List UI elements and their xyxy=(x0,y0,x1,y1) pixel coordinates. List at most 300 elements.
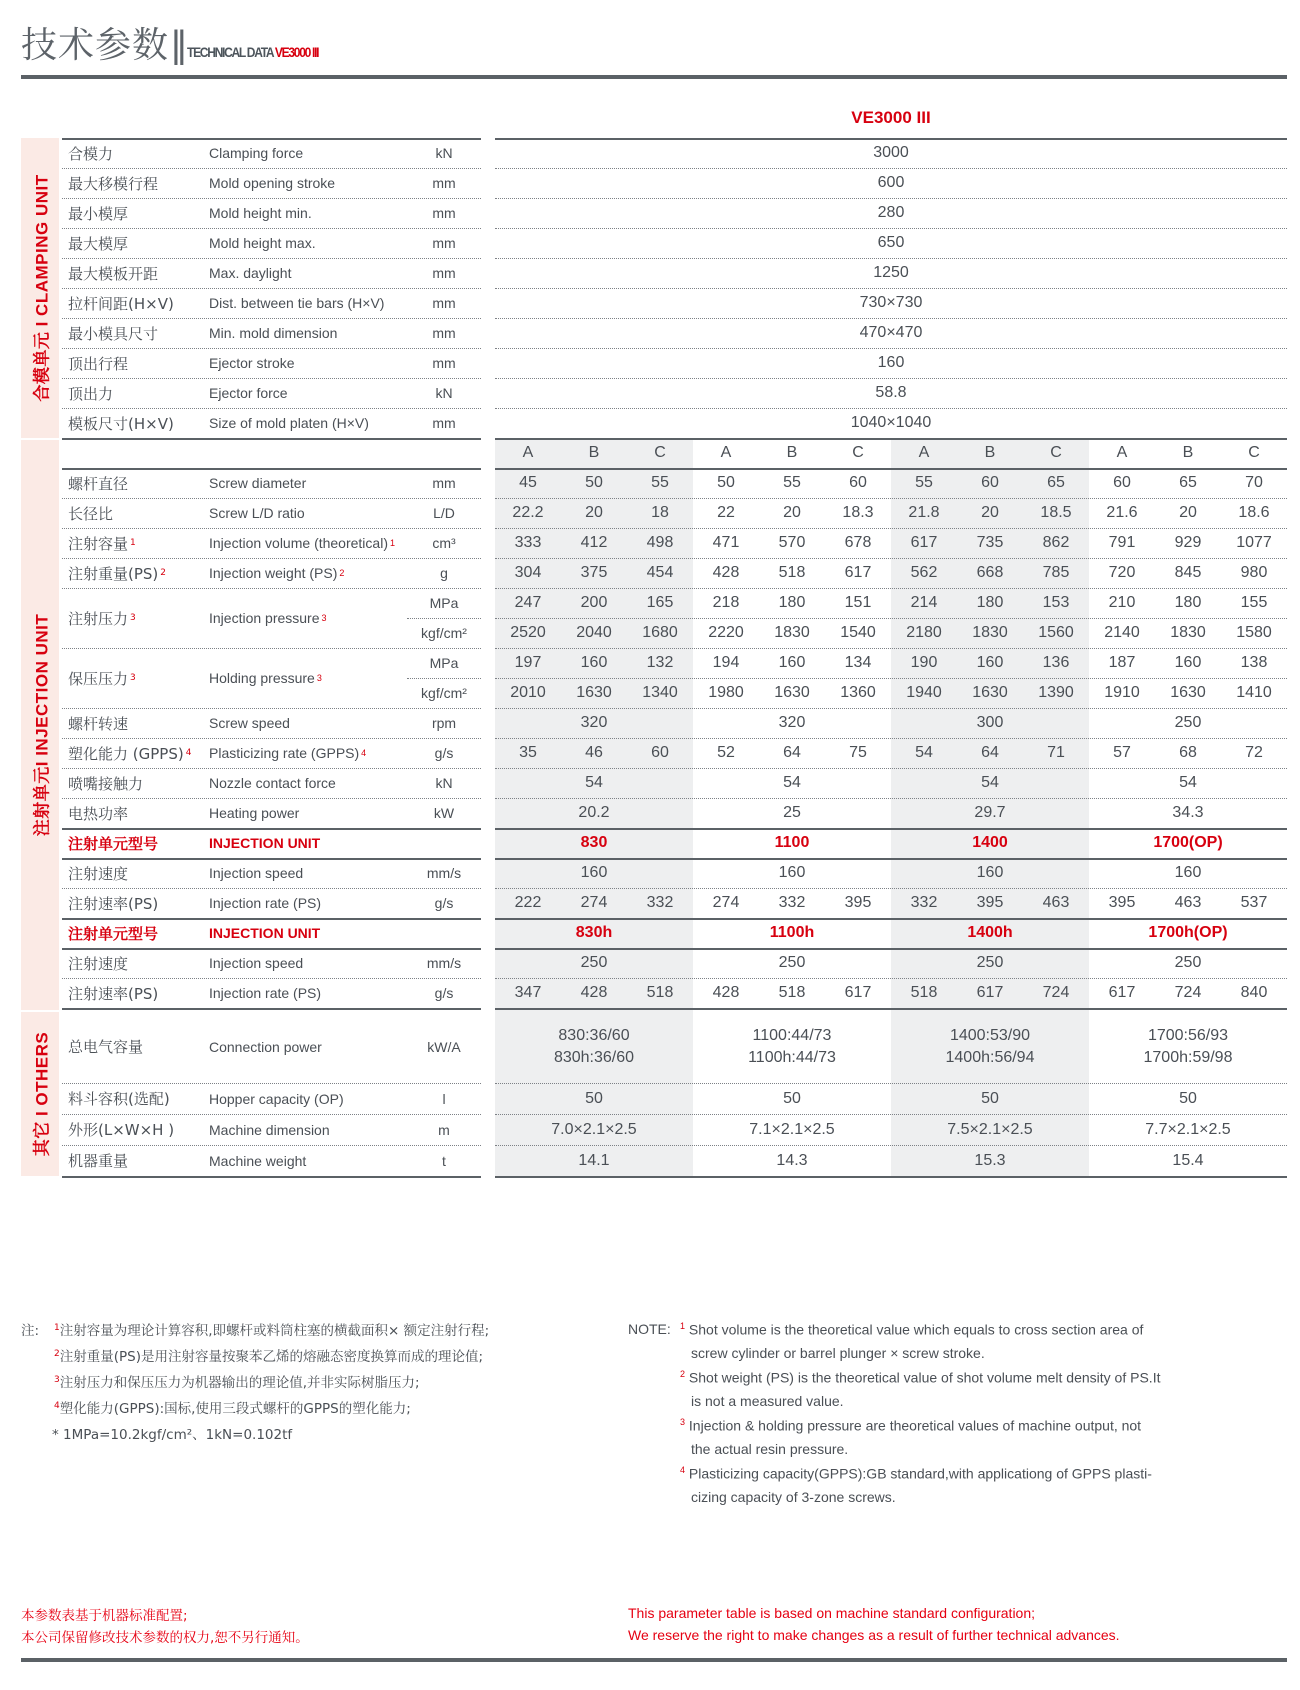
param-name-en-text: Machine dimension xyxy=(209,1121,330,1138)
value-cell: 1360 xyxy=(840,684,876,701)
footnote-marker: 4 xyxy=(361,748,367,758)
value-cell: 1630 xyxy=(576,684,612,701)
param-name-cn-text: 最小模具尺寸 xyxy=(68,324,159,343)
value-cell: 1630 xyxy=(972,684,1008,701)
note-cn-item xyxy=(52,1345,483,1365)
value-cell: 50 xyxy=(717,474,735,491)
disclaimer-cn: 本公司保留修改技术参数的权力,恕不另行通知。 xyxy=(21,1630,309,1646)
note-en-line xyxy=(691,1441,848,1457)
param-name-en xyxy=(209,1083,344,1114)
value-cell: 840 xyxy=(1240,984,1268,1001)
value-cell: 60 xyxy=(849,474,867,491)
param-name-en-text: Plasticizing rate (GPPS) xyxy=(209,745,360,761)
param-name-cn-text: 注射速率(PS) xyxy=(68,984,159,1003)
value-cell: 1410 xyxy=(1236,684,1272,701)
value-cell: 280 xyxy=(877,204,905,221)
value-cell: 600 xyxy=(877,174,905,191)
value-cell: 64 xyxy=(783,744,801,761)
param-name-cn-text: 保压压力 xyxy=(68,669,129,688)
value-cell: 155 xyxy=(1240,594,1268,611)
param-name-cn xyxy=(68,528,136,558)
value-cell: 617 xyxy=(910,534,938,551)
param-name-cn-text: 最小模厚 xyxy=(68,204,129,223)
table-rule xyxy=(495,1176,1287,1178)
note-cn-item xyxy=(52,1397,411,1417)
note-text: is not a measured value. xyxy=(691,1393,844,1409)
param-name-en xyxy=(209,1145,306,1176)
value-line: 1400:53/90 xyxy=(949,1026,1031,1044)
param-name-cn xyxy=(68,948,128,978)
param-name-en-text: INJECTION UNIT xyxy=(209,925,321,941)
value-cell: 3000 xyxy=(873,144,909,161)
injection-unit-model: 830 xyxy=(580,834,608,851)
value-cell: 463 xyxy=(1042,894,1070,911)
value-cell: 1940 xyxy=(906,684,942,701)
section-label: 合模单元 I CLAMPING UNIT xyxy=(32,174,52,402)
note-text: Shot weight (PS) is the theoretical value of shot volume melt density of PS.It xyxy=(688,1369,1161,1386)
param-name-en xyxy=(209,558,344,588)
injection-unit-model: 1400h xyxy=(967,924,1013,941)
value-cell: 845 xyxy=(1174,564,1202,581)
param-unit: cm³ xyxy=(432,535,456,551)
value-cell: 60 xyxy=(1113,474,1131,491)
value-cell: 1630 xyxy=(1170,684,1206,701)
screw-option-label: C xyxy=(852,444,864,461)
value-cell: 18.5 xyxy=(1040,504,1072,521)
note-text: Injection & holding pressure are theoretical values of machine output, not xyxy=(688,1417,1142,1434)
param-unit: mm xyxy=(432,355,456,371)
note-en-line xyxy=(691,1489,896,1505)
notes-cn-prefix: 注: xyxy=(21,1323,40,1339)
value-cell: 1630 xyxy=(774,684,810,701)
param-name-en xyxy=(209,258,291,288)
value-cell: 18.6 xyxy=(1238,504,1270,521)
param-name-cn xyxy=(68,888,158,918)
param-name-cn xyxy=(68,798,128,828)
value-cell: 222 xyxy=(514,894,542,911)
param-unit: kN xyxy=(435,385,453,401)
value-cell: 153 xyxy=(1042,594,1070,611)
value-cell: 395 xyxy=(976,894,1004,911)
footnote-marker: 3 xyxy=(130,673,136,683)
value-cell: 518 xyxy=(910,984,938,1001)
note-en-line xyxy=(678,1321,1143,1338)
param-name-cn-text: 模板尺寸(H×V) xyxy=(68,414,174,433)
value-cell: 70 xyxy=(1245,474,1263,491)
param-name-en-text: Machine weight xyxy=(209,1152,307,1169)
value-line: 1100:44/73 xyxy=(752,1026,832,1044)
value-cell: 320 xyxy=(778,714,806,731)
value-cell: 136 xyxy=(1042,654,1070,671)
param-name-cn xyxy=(68,858,128,888)
param-name-en xyxy=(209,318,337,348)
value-cell: 22.2 xyxy=(512,504,544,521)
param-name-cn xyxy=(68,1114,174,1145)
value-cell: 2010 xyxy=(510,684,546,701)
value-cell: 180 xyxy=(976,594,1004,611)
value-line: 1100h:44/73 xyxy=(748,1048,836,1066)
param-name-cn-text: 总电气容量 xyxy=(68,1038,144,1056)
param-name-en xyxy=(209,1010,322,1083)
param-name-en-text: Size of mold platen (H×V) xyxy=(209,415,369,431)
note-cn-item xyxy=(52,1319,489,1339)
footnote-marker: 1 xyxy=(54,1322,60,1333)
value-cell: 250 xyxy=(1174,954,1202,971)
param-unit: mm xyxy=(432,295,456,311)
value-cell: 15.3 xyxy=(974,1151,1006,1169)
value-cell: 617 xyxy=(844,564,872,581)
param-name-cn-text: 螺杆直径 xyxy=(68,474,129,493)
param-unit: kN xyxy=(435,775,453,791)
table-rule xyxy=(62,1176,481,1178)
value-cell: 2040 xyxy=(576,624,612,641)
value-cell: 562 xyxy=(910,564,938,581)
value-cell xyxy=(891,1010,1089,1083)
param-name-cn-text: 螺杆转速 xyxy=(68,714,129,733)
value-cell: 160 xyxy=(976,654,1004,671)
param-unit: kW xyxy=(433,805,455,821)
param-name-cn xyxy=(68,558,166,588)
param-unit: mm/s xyxy=(426,955,462,971)
param-name-en-note: (theoretical) xyxy=(314,535,388,551)
value-cell: 64 xyxy=(981,744,999,761)
param-name-cn-text: 顶出行程 xyxy=(68,354,129,373)
value-cell: 791 xyxy=(1108,534,1136,551)
param-name-en-text: Mold height max. xyxy=(209,235,316,251)
param-unit: g/s xyxy=(434,985,454,1001)
param-name-en xyxy=(209,858,303,888)
param-name-en xyxy=(209,708,290,738)
value-cell: 7.5×2.1×2.5 xyxy=(947,1120,1033,1138)
value-cell: 668 xyxy=(976,564,1004,581)
row-divider xyxy=(407,618,481,619)
value-cell: 332 xyxy=(646,894,674,911)
value-cell: 2520 xyxy=(510,624,546,641)
param-name-en-text: Nozzle contact force xyxy=(209,775,336,791)
param-name-cn xyxy=(68,918,158,948)
title-divider xyxy=(21,75,1287,79)
param-name-en-text: INJECTION UNIT xyxy=(209,835,321,851)
param-name-en xyxy=(209,138,303,168)
value-cell: 29.7 xyxy=(974,804,1006,821)
value-cell: 570 xyxy=(778,534,806,551)
param-unit: mm/s xyxy=(426,865,462,881)
param-unit: mm xyxy=(432,265,456,281)
param-name-cn xyxy=(68,738,191,768)
param-name-cn xyxy=(68,138,113,168)
value-cell: 20.2 xyxy=(578,804,610,821)
value-cell: 160 xyxy=(580,654,608,671)
footnote-marker: 4 xyxy=(54,1400,60,1411)
param-name-cn xyxy=(68,468,128,498)
value-cell: 197 xyxy=(514,654,542,671)
screw-option-label: B xyxy=(588,444,600,461)
param-name-en xyxy=(209,738,366,768)
value-line: 830:36/60 xyxy=(558,1026,630,1044)
value-cell: 250 xyxy=(580,954,608,971)
param-name-en xyxy=(209,168,335,198)
param-name-cn xyxy=(68,1145,128,1176)
param-unit: kN xyxy=(435,145,453,161)
footnote-marker: 4 xyxy=(185,748,192,758)
footnote-marker: 2 xyxy=(339,568,345,578)
note-en-line xyxy=(691,1393,844,1409)
param-name-cn-text: 注射压力 xyxy=(68,609,129,628)
value-cell: 617 xyxy=(844,984,872,1001)
note-text: 注射重量(PS)是用注射容量按聚苯乙烯的熔融态密度换算而成的理论值; xyxy=(59,1349,484,1365)
value-cell: 454 xyxy=(646,564,674,581)
value-cell xyxy=(1089,1010,1287,1083)
value-cell: 304 xyxy=(514,564,542,581)
value-cell: 55 xyxy=(915,474,933,491)
value-cell: 785 xyxy=(1042,564,1070,581)
param-name-en xyxy=(209,408,369,438)
param-unit: L/D xyxy=(433,505,455,521)
value-cell: 14.3 xyxy=(776,1151,808,1169)
param-unit: g xyxy=(440,565,448,581)
value-cell: 45 xyxy=(519,474,537,491)
param-unit: mm xyxy=(432,205,456,221)
value-cell xyxy=(495,1010,693,1083)
value-cell: 735 xyxy=(976,534,1004,551)
value-cell: 332 xyxy=(778,894,806,911)
value-cell: 190 xyxy=(910,654,938,671)
param-name-en-text: Screw diameter xyxy=(209,475,307,491)
value-cell: 1830 xyxy=(774,624,810,641)
value-cell: 60 xyxy=(651,744,669,761)
param-name-cn xyxy=(68,168,158,198)
table-rule xyxy=(62,438,481,440)
screw-option-label: A xyxy=(1116,444,1128,461)
value-cell: 929 xyxy=(1174,534,1202,551)
screw-option-label: B xyxy=(984,444,996,461)
footnote-marker: 1 xyxy=(389,538,395,548)
param-name-en xyxy=(209,1114,330,1145)
param-unit: t xyxy=(442,1152,446,1169)
value-line: 830h:36/60 xyxy=(553,1048,635,1066)
value-cell: 347 xyxy=(514,984,542,1001)
value-line: 1400h:56/94 xyxy=(945,1048,1035,1066)
param-name-en xyxy=(209,348,295,378)
value-cell: 151 xyxy=(844,594,872,611)
value-cell: 395 xyxy=(844,894,872,911)
param-unit: mm xyxy=(432,175,456,191)
param-unit: rpm xyxy=(431,715,457,731)
note-en-line xyxy=(678,1417,1141,1434)
note-cn-item xyxy=(52,1371,420,1391)
value-cell: 72 xyxy=(1245,744,1263,761)
param-name-cn-text: 顶出力 xyxy=(68,384,114,403)
value-cell: 617 xyxy=(976,984,1004,1001)
title-cn: 技术参数 xyxy=(21,25,170,66)
footnote-marker: 3 xyxy=(680,1417,686,1427)
disclaimer-en: We reserve the right to make changes as a result of further technical advances. xyxy=(628,1627,1120,1643)
value-cell: 54 xyxy=(981,774,999,791)
param-name-cn-text: 电热功率 xyxy=(68,804,129,823)
value-cell: 395 xyxy=(1108,894,1136,911)
param-name-cn xyxy=(68,318,158,348)
footnote-marker: 3 xyxy=(321,613,327,623)
value-cell: 22 xyxy=(717,504,735,521)
param-name-cn xyxy=(68,648,136,708)
param-name-en-text: Injection volume xyxy=(209,535,311,551)
value-cell: 1390 xyxy=(1038,684,1074,701)
value-cell: 132 xyxy=(646,654,674,671)
footnote-marker: 1 xyxy=(680,1321,686,1331)
param-name-en-text: Max. daylight xyxy=(209,265,292,281)
value-cell: 200 xyxy=(580,594,608,611)
value-cell: 980 xyxy=(1240,564,1268,581)
value-cell: 428 xyxy=(580,984,608,1001)
title-en-wrap xyxy=(187,29,318,75)
row-divider xyxy=(495,678,1287,679)
value-cell: 214 xyxy=(910,594,938,611)
section-label: 注射单元I INJECTION UNIT xyxy=(32,613,52,837)
note-en-line xyxy=(691,1345,985,1361)
param-name-cn xyxy=(68,348,128,378)
value-cell: 412 xyxy=(580,534,608,551)
param-unit: g/s xyxy=(434,895,454,911)
screw-option-label: A xyxy=(522,444,534,461)
screw-option-label: B xyxy=(1182,444,1194,461)
value-cell: 54 xyxy=(783,774,801,791)
param-name-en-text: Injection speed xyxy=(209,865,304,881)
param-name-en xyxy=(209,498,305,528)
value-cell: 160 xyxy=(778,864,806,881)
injection-unit-model: 1100 xyxy=(774,834,810,851)
value-cell: 55 xyxy=(651,474,669,491)
value-cell: 18.3 xyxy=(842,504,874,521)
value-cell: 470×470 xyxy=(859,324,923,341)
param-name-en-text: Injection speed xyxy=(209,955,304,971)
param-name-cn-text: 最大移模行程 xyxy=(68,174,159,193)
param-name-en xyxy=(209,888,321,918)
value-cell: 54 xyxy=(915,744,933,761)
param-unit: m xyxy=(438,1121,450,1138)
value-cell: 1560 xyxy=(1038,624,1074,641)
param-name-en-text: Connection power xyxy=(209,1038,322,1055)
param-name-en-text: Hopper capacity (OP) xyxy=(209,1090,344,1107)
value-cell: 274 xyxy=(580,894,608,911)
screw-option-label: A xyxy=(918,444,930,461)
value-cell: 518 xyxy=(778,564,806,581)
param-name-cn xyxy=(68,258,158,288)
value-cell: 332 xyxy=(910,894,938,911)
param-name-cn-text: 长径比 xyxy=(68,504,114,523)
param-unit: mm xyxy=(432,415,456,431)
screw-option-label: C xyxy=(654,444,666,461)
param-unit: mm xyxy=(432,325,456,341)
param-name-en xyxy=(209,768,336,798)
param-name-en xyxy=(209,228,316,258)
value-cell: 428 xyxy=(712,984,740,1001)
injection-unit-model: 1400 xyxy=(972,834,1008,851)
value-cell: 724 xyxy=(1174,984,1202,1001)
value-cell: 160 xyxy=(1174,864,1202,881)
value-cell: 187 xyxy=(1108,654,1136,671)
value-cell: 650 xyxy=(877,234,905,251)
value-cell: 1040×1040 xyxy=(850,414,932,431)
footnote-marker: 3 xyxy=(130,613,136,623)
param-name-cn-text: 注射速度 xyxy=(68,864,129,883)
footnote-marker: 2 xyxy=(680,1369,686,1379)
param-name-cn-text: 注射容量 xyxy=(68,534,129,553)
value-cell: 333 xyxy=(514,534,542,551)
value-cell: 20 xyxy=(1179,504,1197,521)
param-name-en xyxy=(209,948,303,978)
value-cell: 138 xyxy=(1240,654,1268,671)
param-name-cn-text: 外形(L×W×H ) xyxy=(68,1121,175,1139)
value-cell: 862 xyxy=(1042,534,1070,551)
param-name-en xyxy=(209,918,320,948)
value-cell: 1250 xyxy=(873,264,909,281)
value-cell: 1910 xyxy=(1104,684,1140,701)
note-text: 注射压力和保压压力为机器输出的理论值,并非实际树脂压力; xyxy=(59,1375,420,1391)
param-name-en xyxy=(209,198,312,228)
footnote-marker: 3 xyxy=(316,673,322,683)
param-name-cn xyxy=(68,288,174,318)
value-cell: 250 xyxy=(976,954,1004,971)
value-cell: 75 xyxy=(849,744,867,761)
value-cell: 71 xyxy=(1047,744,1065,761)
value-cell: 52 xyxy=(717,744,735,761)
param-unit: kgf/cm² xyxy=(421,685,467,701)
param-name-cn xyxy=(68,708,128,738)
note-text: cizing capacity of 3-zone screws. xyxy=(691,1489,896,1505)
param-name-cn xyxy=(68,828,158,858)
value-cell: 25 xyxy=(783,804,801,821)
param-name-en xyxy=(209,288,384,318)
param-name-en-text: Dist. between tie bars (H×V) xyxy=(209,295,385,311)
value-cell xyxy=(693,1010,891,1083)
param-name-cn-text: 注射速率(PS) xyxy=(68,894,159,913)
footnote-marker: 3 xyxy=(54,1374,60,1385)
value-cell: 50 xyxy=(783,1089,801,1107)
row-divider xyxy=(495,618,1287,619)
value-cell: 375 xyxy=(580,564,608,581)
value-cell: 1077 xyxy=(1236,534,1272,551)
param-name-en xyxy=(209,978,321,1008)
value-cell: 46 xyxy=(585,744,603,761)
value-cell: 194 xyxy=(712,654,740,671)
value-cell: 1340 xyxy=(642,684,678,701)
param-name-en-text: Min. mold dimension xyxy=(209,325,338,341)
value-cell: 165 xyxy=(646,594,674,611)
param-name-en xyxy=(209,378,288,408)
value-cell: 160 xyxy=(778,654,806,671)
value-cell: 250 xyxy=(1174,714,1202,731)
value-cell: 58.8 xyxy=(875,384,907,401)
value-cell: 463 xyxy=(1174,894,1202,911)
footnote-marker: 4 xyxy=(680,1465,686,1475)
section-band xyxy=(21,1012,59,1176)
param-name-cn-text: 注射单元型号 xyxy=(68,924,159,943)
value-cell: 678 xyxy=(844,534,872,551)
param-name-cn xyxy=(68,498,113,528)
value-cell: 720 xyxy=(1108,564,1136,581)
value-cell: 50 xyxy=(981,1089,999,1107)
value-cell: 724 xyxy=(1042,984,1070,1001)
param-name-en-text: Injection rate (PS) xyxy=(209,985,322,1001)
value-cell: 35 xyxy=(519,744,537,761)
note-text: screw cylinder or barrel plunger × screw stroke. xyxy=(691,1345,985,1361)
section-label: 其它 I OTHERS xyxy=(32,1031,52,1157)
param-name-en-text: Mold opening stroke xyxy=(209,175,336,191)
param-name-en-text: Injection rate (PS) xyxy=(209,895,322,911)
value-cell: 428 xyxy=(712,564,740,581)
model-column-header: VE3000 III xyxy=(851,108,931,127)
param-name-cn-text: 注射重量(PS) xyxy=(68,564,159,583)
